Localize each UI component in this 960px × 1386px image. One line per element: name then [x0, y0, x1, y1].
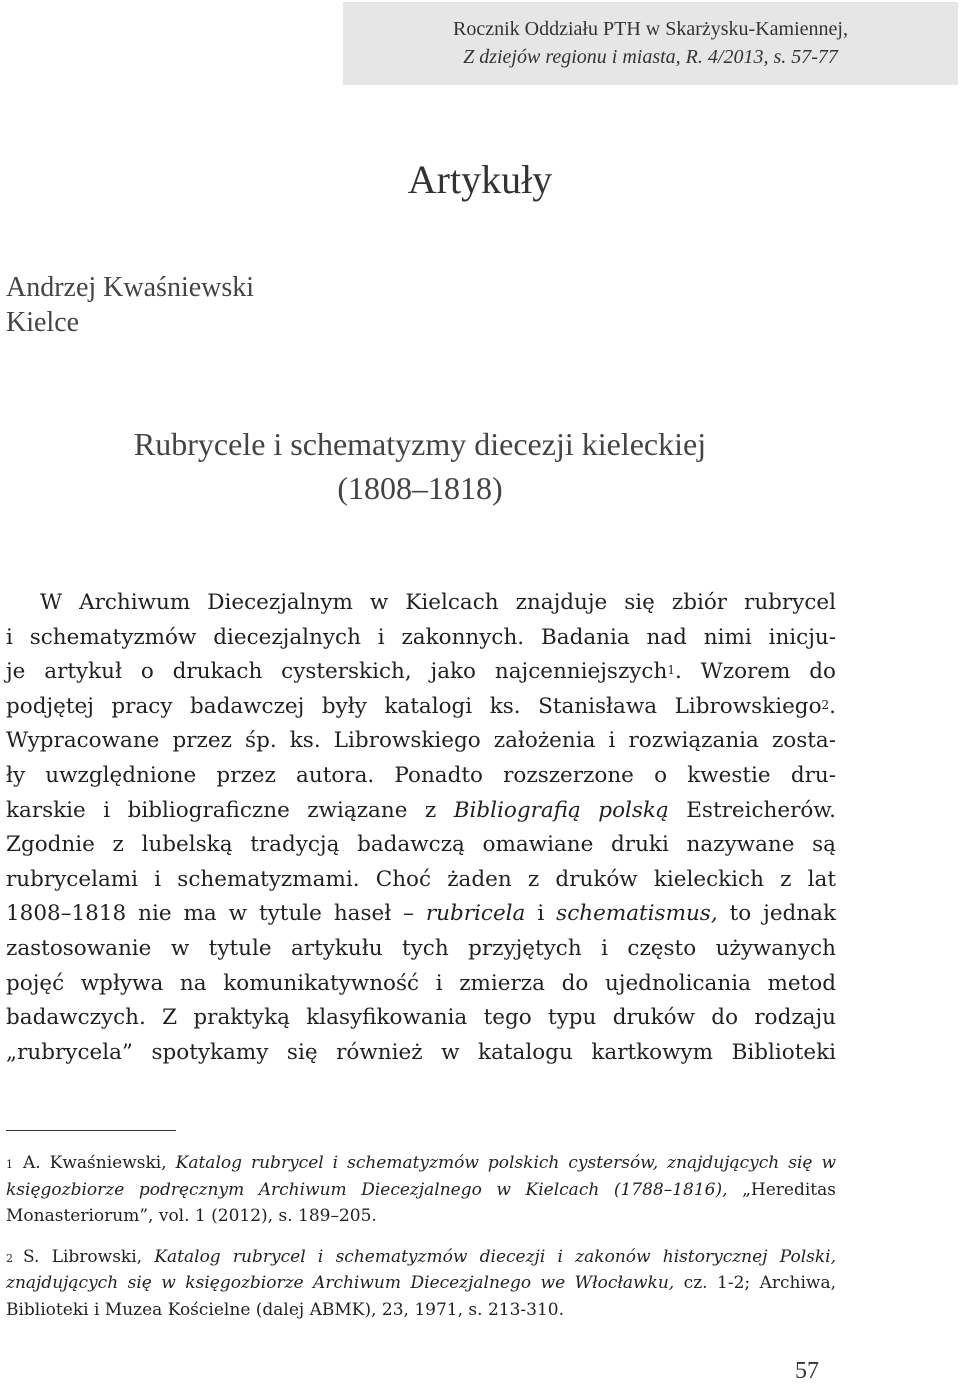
- article-title-line1: Rubrycele i schematyzmy diecezji kieleckiej: [133, 426, 707, 462]
- body-line: i schematyzmów diecezjalnych i zakonnych. Badania nad nimi inicju-: [6, 624, 836, 650]
- footnote-divider: [6, 1130, 176, 1131]
- body-line: 1808–1818 nie ma w tytule haseł – rubricela i schematismus, to jednak: [6, 901, 837, 927]
- section-title: Artykuły: [407, 157, 553, 202]
- body-line: podjętej pracy badawczej były katalogi ks. Stanisława Librowskiego$^2$.: [6, 693, 836, 719]
- journal-header-line1: Rocznik Oddziału PTH w Skarżysku-Kamiennej,: [453, 18, 848, 40]
- body-line: badawczych. Z praktyką klasyfikowania tego typu druków do rodzaju: [6, 1005, 836, 1031]
- body-line: je artykuł o drukach cysterskich, jako najcenniejszych$^1$. Wzorem do: [6, 659, 837, 685]
- body-line: Wypracowane przez śp. ks. Librowskiego założenia i rozwiązania zosta-: [6, 728, 836, 754]
- footnotes: [6, 1150, 836, 1337]
- body-line: W Archiwum Diecezjalnym w Kielcach znajduje się zbiór rubrycel: [40, 590, 836, 615]
- author-name: Andrzej Kwaśniewski: [6, 272, 255, 303]
- author-affiliation: Kielce: [6, 307, 80, 338]
- footnote-1: $^1$ A. Kwaśniewski, Katalog rubrycel i schematyzmów polskich cystersów, znajdujących się w księgozbiorze podręcznym Archiwum Diecezjalnego w Kielcach (1788–1816), „Hereditas Monasteriorum”, vol. 1 (2012), s. 189–205.: [6, 1153, 836, 1226]
- journal-header-line2: Z dziejów regionu i miasta, R. 4/2013, s. 57-77: [463, 46, 838, 68]
- body-text: [6, 586, 836, 1070]
- journal-header: [343, 2, 958, 85]
- article-title: [0, 422, 840, 510]
- page-number: 57: [795, 1358, 819, 1384]
- footnote-ref-2[interactable]: 2: [821, 697, 830, 712]
- body-line: Zgodnie z lubelską tradycją badawczą omawiane druki nazywane są: [6, 832, 836, 858]
- body-line: ły uwzględnione przez autora. Ponadto rozszerzone o kwestie dru-: [6, 762, 836, 788]
- body-line: „rubrycela” spotykamy się również w katalogu kartkowym Biblioteki: [6, 1039, 836, 1065]
- body-line: zastosowanie w tytule artykułu tych przyjętych i często używanych: [6, 935, 836, 961]
- body-line: pojęć wpływa na komunikatywność i zmierza do ujednolicania metod: [6, 970, 836, 996]
- footnote-ref-1[interactable]: 1: [667, 663, 675, 678]
- footnote-2: $^2$ S. Librowski, Katalog rubrycel i schematyzmów diecezji i zakonów historycznej Polski, znajdujących się w księgozbiorze Archiwum Diecezjalnego we Włocławku, cz. 1-2; Archiwa, Biblioteki i Muzea Kościelne (dalej ABMK), 23, 1971, s. 213-310.: [6, 1246, 836, 1320]
- footnote-mark: 2: [6, 1251, 13, 1265]
- article-title-line2: (1808–1818): [337, 470, 503, 506]
- body-line: rubrycelami i schematyzmami. Choć żaden z druków kieleckich z lat: [6, 866, 836, 892]
- body-line: karskie i bibliograficzne związane z Bibliografią polską Estreicherów.: [6, 797, 836, 823]
- footnote-mark: 1: [6, 1158, 13, 1171]
